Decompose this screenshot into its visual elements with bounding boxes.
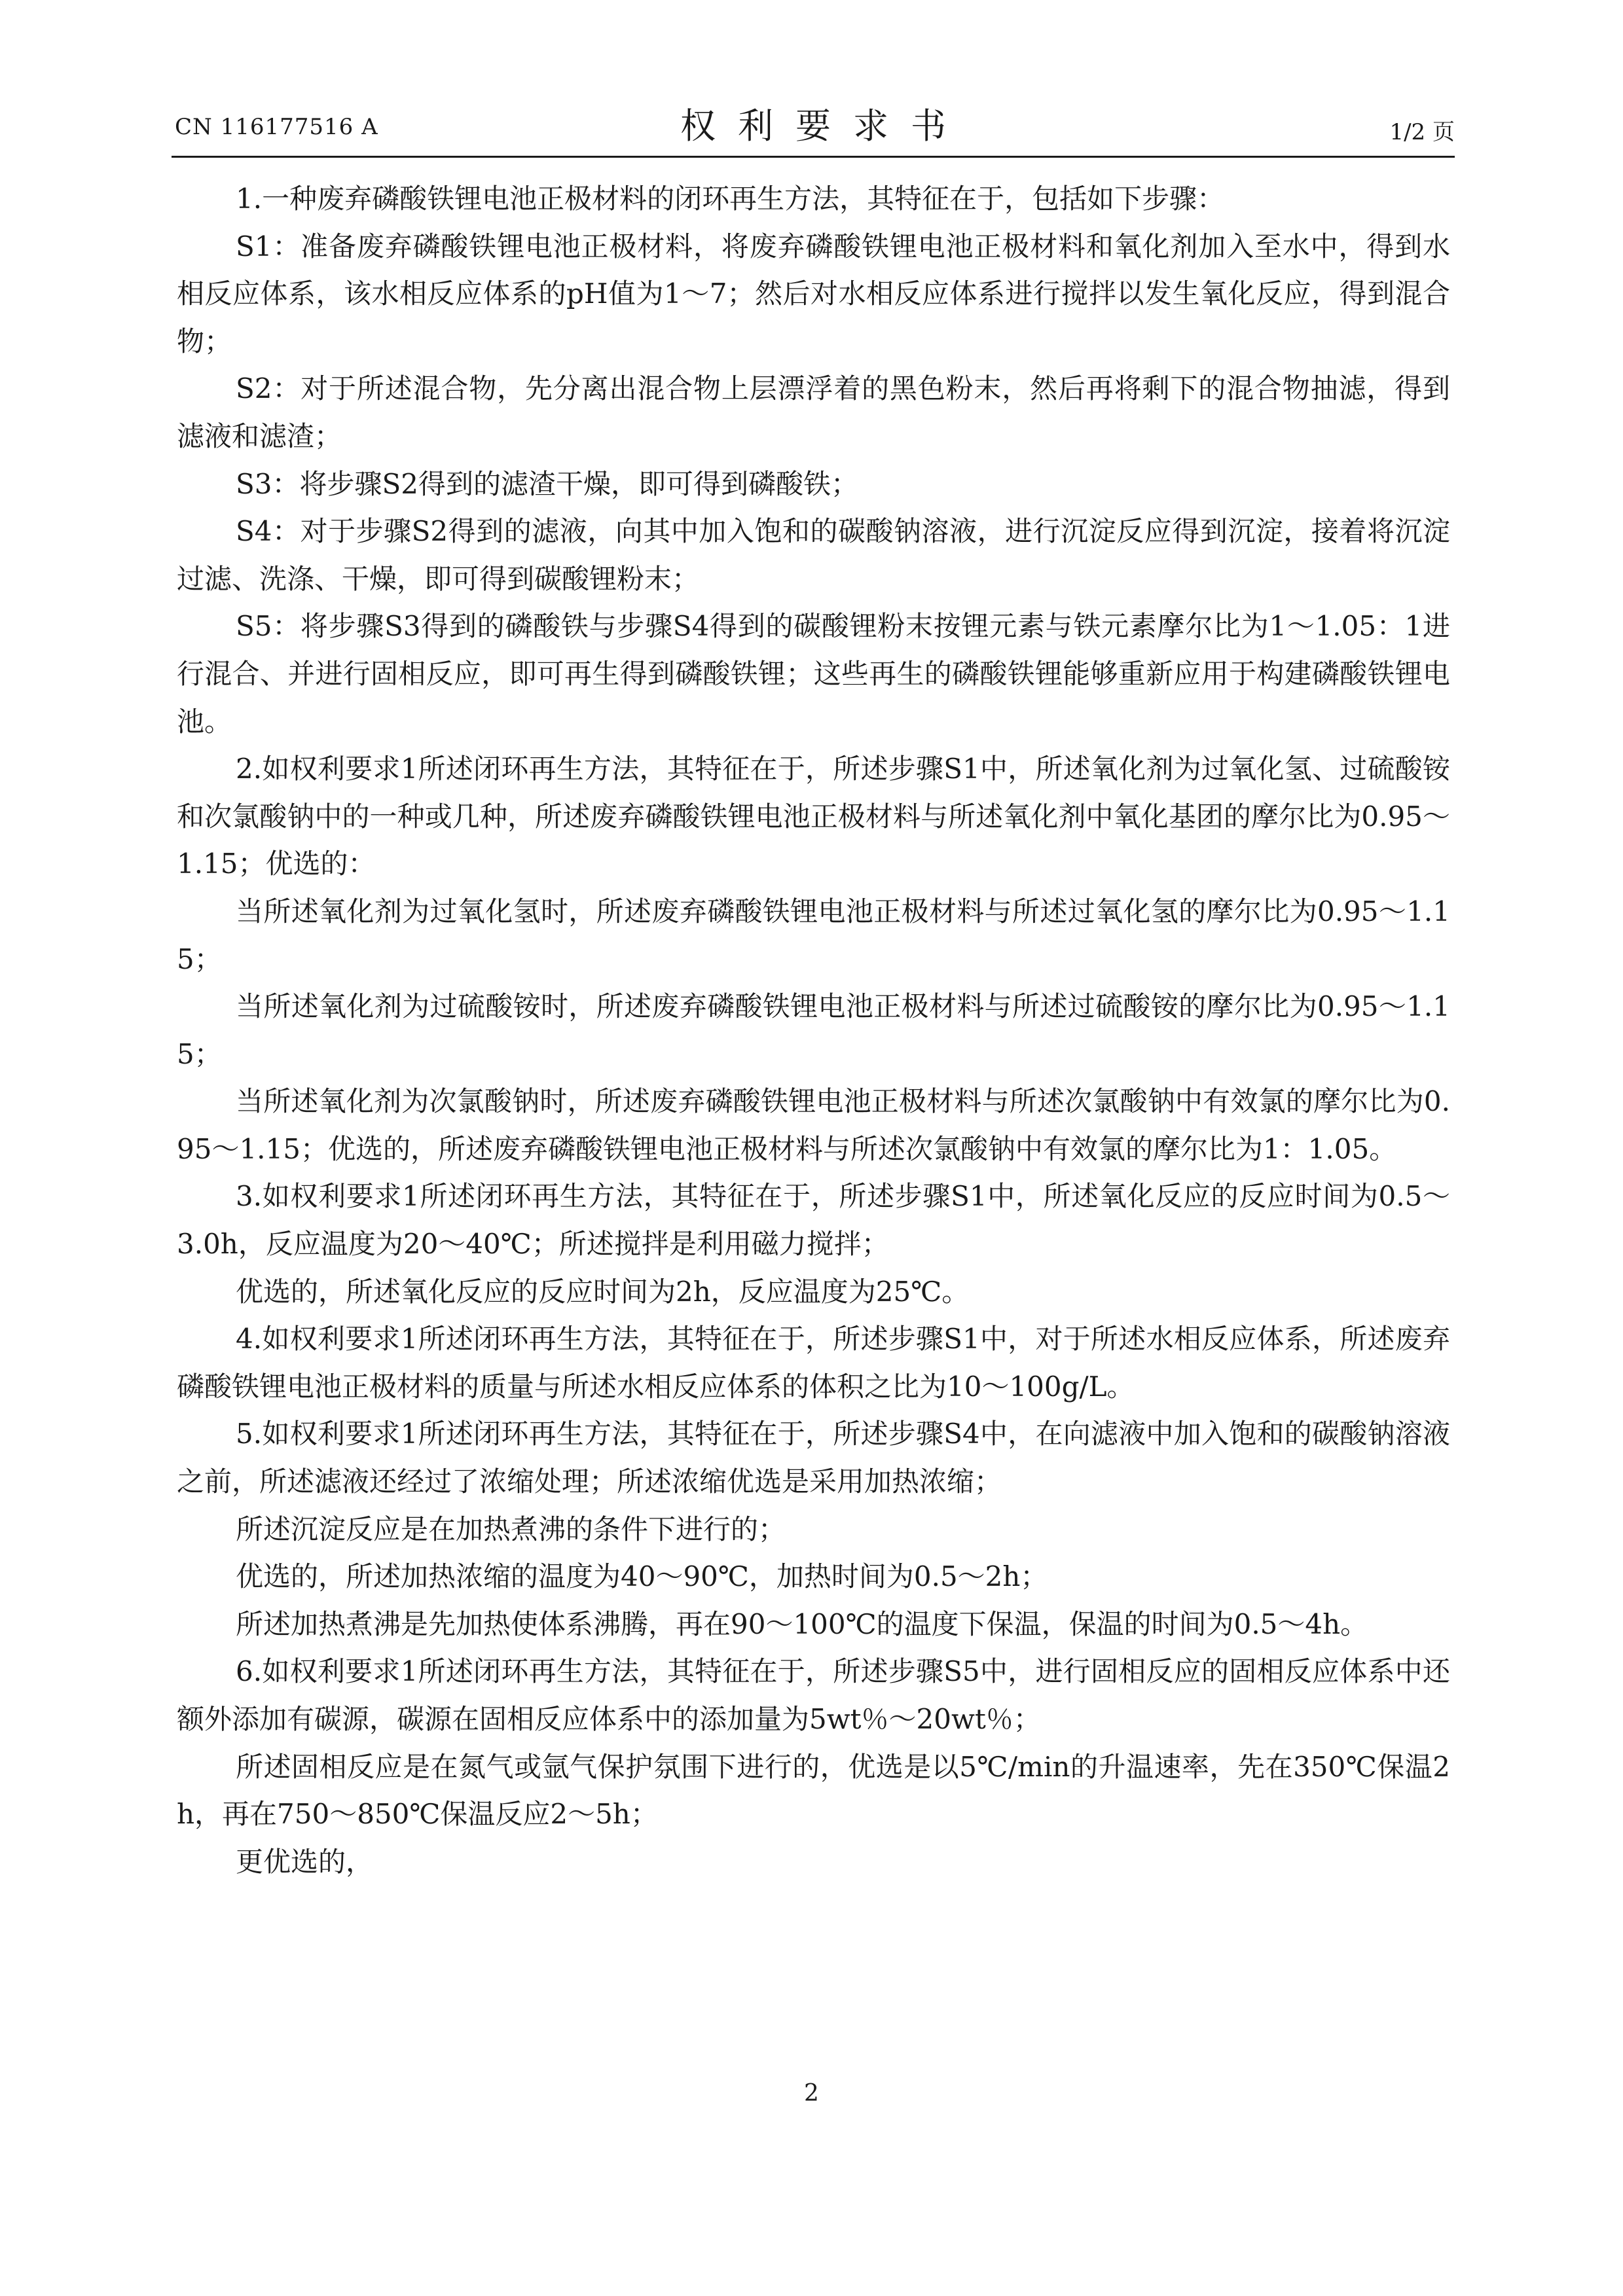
claim-1-step-s1: S1：准备废弃磷酸铁锂电池正极材料，将废弃磷酸铁锂电池正极材料和氧化剂加入至水中，得到水相反应体系，该水相反应体系的pH值为1～7；然后对水相反应体系进行搅拌以发生氧化反应，得到混合物； bbox=[177, 230, 1450, 357]
page-indicator: 1/2 页 bbox=[1389, 119, 1455, 145]
claim-5: 5.如权利要求1所述闭环再生方法，其特征在于，所述步骤S4中，在向滤液中加入饱和的碳酸钠溶液之前，所述滤液还经过了浓缩处理；所述浓缩优选是采用加热浓缩； bbox=[177, 1418, 1450, 1498]
page-header bbox=[172, 98, 1455, 157]
claim-2-sodium-hypochlorite: 当所述氧化剂为次氯酸钠时，所述废弃磷酸铁锂电池正极材料与所述次氯酸钠中有效氯的摩尔比为0.95～1.15；优选的，所述废弃磷酸铁锂电池正极材料与所述次氯酸钠中有效氯的摩尔比为1：1.05。 bbox=[177, 1085, 1450, 1165]
publication-number: CN 116177516 A bbox=[175, 114, 378, 140]
claim-6: 6.如权利要求1所述闭环再生方法，其特征在于，所述步骤S5中，进行固相反应的固相反应体系中还额外添加有碳源，碳源在固相反应体系中的添加量为5wt％～20wt％； bbox=[177, 1655, 1450, 1735]
claim-3: 3.如权利要求1所述闭环再生方法，其特征在于，所述步骤S1中，所述氧化反应的反应时间为0.5～3.0h，反应温度为20～40℃；所述搅拌是利用磁力搅拌； bbox=[177, 1180, 1450, 1261]
claim-2-hydrogen-peroxide: 当所述氧化剂为过氧化氢时，所述废弃磷酸铁锂电池正极材料与所述过氧化氢的摩尔比为0.95～1.15； bbox=[177, 895, 1450, 975]
claim-2: 2.如权利要求1所述闭环再生方法，其特征在于，所述步骤S1中，所述氧化剂为过氧化氢、过硫酸铵和次氯酸钠中的一种或几种，所述废弃磷酸铁锂电池正极材料与所述氧化剂中氧化基团的摩尔比为0.95～1.15；优选的： bbox=[177, 753, 1450, 880]
claim-1-step-s3: S3：将步骤S2得到的滤渣干燥，即可得到磷酸铁； bbox=[236, 467, 858, 500]
claim-5-preferred: 优选的，所述加热浓缩的温度为40～90℃，加热时间为0.5～2h； bbox=[236, 1560, 1048, 1593]
claim-5-boiling: 所述加热煮沸是先加热使体系沸腾，再在90～100℃的温度下保温，保温的时间为0.5～4h。 bbox=[236, 1607, 1368, 1640]
claim-1-step-s5: S5：将步骤S3得到的磷酸铁与步骤S4得到的碳酸锂粉末按锂元素与铁元素摩尔比为1～1.05：1进行混合、并进行固相反应，即可再生得到磷酸铁锂；这些再生的磷酸铁锂能够重新应用于构建磷酸铁锂电池。 bbox=[177, 610, 1450, 738]
claim-1-intro: 1.一种废弃磷酸铁锂电池正极材料的闭环再生方法，其特征在于，包括如下步骤： bbox=[236, 183, 1225, 215]
claim-3-preferred: 优选的，所述氧化反应的反应时间为2h，反应温度为25℃。 bbox=[236, 1275, 970, 1308]
page-number: 2 bbox=[804, 2080, 819, 2107]
page-title: 权利要求书 bbox=[680, 105, 968, 147]
claim-5-precipitation: 所述沉淀反应是在加热煮沸的条件下进行的； bbox=[236, 1513, 786, 1545]
header-divider bbox=[172, 156, 1455, 158]
claim-4: 4.如权利要求1所述闭环再生方法，其特征在于，所述步骤S1中，对于所述水相反应体系，所述废弃磷酸铁锂电池正极材料的质量与所述水相反应体系的体积之比为10～100g/L。 bbox=[177, 1323, 1450, 1403]
claim-1-step-s4: S4：对于步骤S2得到的滤液，向其中加入饱和的碳酸钠溶液，进行沉淀反应得到沉淀，接着将沉淀过滤、洗涤、干燥，即可得到碳酸锂粉末； bbox=[177, 515, 1450, 595]
claims-body bbox=[177, 175, 1450, 1886]
claim-1-step-s2: S2：对于所述混合物，先分离出混合物上层漂浮着的黑色粉末，然后再将剩下的混合物抽滤，得到滤液和滤渣； bbox=[177, 372, 1450, 452]
claim-2-ammonium-persulfate: 当所述氧化剂为过硫酸铵时，所述废弃磷酸铁锂电池正极材料与所述过硫酸铵的摩尔比为0.95～1.15； bbox=[177, 990, 1450, 1070]
claim-6-more-preferred: 更优选的， bbox=[236, 1845, 374, 1878]
claim-6-atmosphere: 所述固相反应是在氮气或氩气保护氛围下进行的，优选是以5℃/min的升温速率，先在350℃保温2h，再在750～850℃保温反应2～5h； bbox=[177, 1750, 1450, 1831]
